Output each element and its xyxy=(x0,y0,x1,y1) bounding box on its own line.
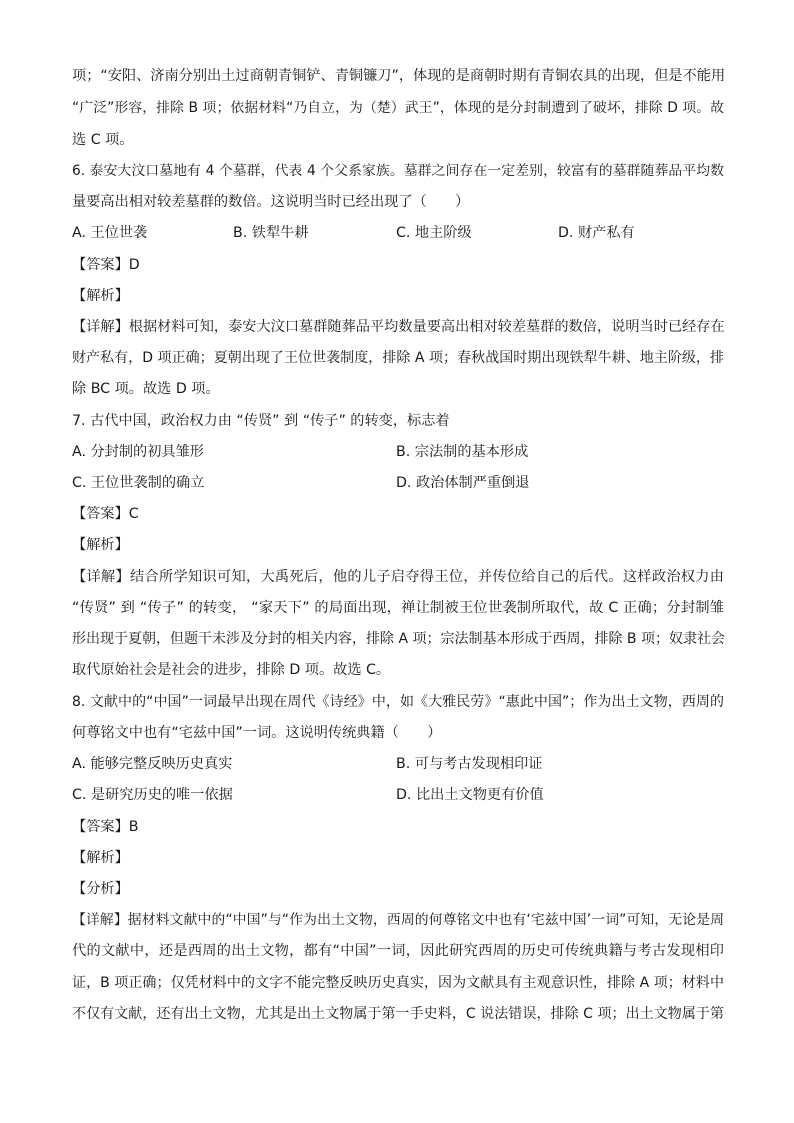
q7-detail-line-4: 取代原始社会是社会的进步，排除 D 项。故选 C。 xyxy=(72,662,391,678)
q7-option-c: C. 王位世袭制的确立 xyxy=(72,475,205,491)
q7-answer: 【答案】C xyxy=(72,506,139,522)
q8-option-c: C. 是研究历史的唯一依据 xyxy=(72,787,233,803)
q8-option-d: D. 比出土文物更有价值 xyxy=(396,787,544,803)
q8-detail-line-3: 证，B 项正确；仅凭材料中的文字不能完整反映历史真实，因为文献具有主观意识性，排除 A 项；材料中 xyxy=(72,975,724,991)
q7-option-a: A. 分封制的初具雏形 xyxy=(72,444,204,460)
q7-option-b: B. 宗法制的基本形成 xyxy=(396,444,529,460)
q6-option-c: C. 地主阶级 xyxy=(396,225,472,241)
q6-option-b: B. 铁犁牛耕 xyxy=(233,225,309,241)
q7-detail-line-1: 【详解】结合所学知识可知，大禹死后，他的儿子启夺得王位，并传位给自己的后代。这样政治权力由 xyxy=(72,569,724,585)
q8-detail-line-1: 【详解】据材料文献中的“中国”与“作为出土文物，西周的何尊铭文中也有‘宅兹中国’一词”可知，无论是周 xyxy=(72,912,724,928)
q8-fenxi-heading: 【分析】 xyxy=(72,881,129,897)
q8-detail-line-2: 代的文献中，还是西周的出土文物，都有“中国”一词，因此研究西周的历史可传统典籍与考古发现相印 xyxy=(72,943,724,959)
q5-explanation-line-1: 项；“安阳、济南分别出土过商朝青铜铲、青铜镰刀”，体现的是商朝时期有青铜农具的出现，但是不能用 xyxy=(72,68,726,84)
q8-analysis-heading: 【解析】 xyxy=(72,850,129,866)
q8-option-b: B. 可与考古发现相印证 xyxy=(396,756,543,772)
q7-detail-line-3: 形出现于夏朝，但题干未涉及分封的相关内容，排除 A 项；宗法制基本形成于西周，排除 B 项；奴隶社会 xyxy=(72,631,725,647)
q6-option-d: D. 财产私有 xyxy=(558,225,635,241)
q8-detail-line-4: 不仅有文献，还有出土文物，尤其是出土文物属于第一手史料，C 说法错误，排除 C 项；出土文物属于第 xyxy=(72,1006,724,1022)
q7-detail-line-2: “传贤” 到 “传子” 的转变， “家天下” 的局面出现，禅让制被王位世袭制所取代，故 C 正确；分封制雏 xyxy=(72,600,724,616)
q8-answer: 【答案】B xyxy=(72,819,139,835)
q6-answer: 【答案】D xyxy=(72,257,140,273)
q6-detail-line-1: 【详解】根据材料可知，泰安大汶口墓群随葬品平均数量要高出相对较差墓群的数倍，说明当时已经存在 xyxy=(72,319,725,335)
q6-stem-line-2: 量要高出相对较差墓群的数倍。这说明当时已经出现了（ ） xyxy=(72,194,470,210)
q8-stem-line-2: 何尊铭文中也有“宅兹中国”一词。这说明传统典籍（ ） xyxy=(72,725,442,741)
q6-detail-line-3: 除 BC 项。故选 D 项。 xyxy=(72,381,220,397)
q8-stem-line-1: 8. 文献中的“中国”一词最早出现在周代《诗经》中，如《大雅民劳》“惠此中国”；作为出土文物，西周的 xyxy=(72,694,724,710)
q6-analysis-heading: 【解析】 xyxy=(72,288,129,304)
q7-analysis-heading: 【解析】 xyxy=(72,537,129,553)
q8-option-a: A. 能够完整反映历史真实 xyxy=(72,756,233,772)
q6-stem-line-1: 6. 泰安大汶口墓地有 4 个墓群，代表 4 个父系家族。墓群之间存在一定差别，较富有的墓群随葬品平均数 xyxy=(72,163,724,179)
q5-explanation-line-3: 选 C 项。 xyxy=(72,132,134,148)
q6-option-a: A. 王位世袭 xyxy=(72,225,148,241)
q7-option-d: D. 政治体制严重倒退 xyxy=(396,475,530,491)
q7-stem-line-1: 7. 古代中国，政治权力由 “传贤” 到 “传子” 的转变，标志着 xyxy=(72,413,450,429)
q5-explanation-line-2: “广泛”形容，排除 B 项；依据材料“乃自立，为（楚）武王”，体现的是分封制遭到了破坏，排除 D 项。故 xyxy=(72,100,724,116)
q6-detail-line-2: 财产私有，D 项正确；夏朝出现了王位世袭制度，排除 A 项；春秋战国时期出现铁犁牛耕、地主阶级，排 xyxy=(72,350,724,366)
